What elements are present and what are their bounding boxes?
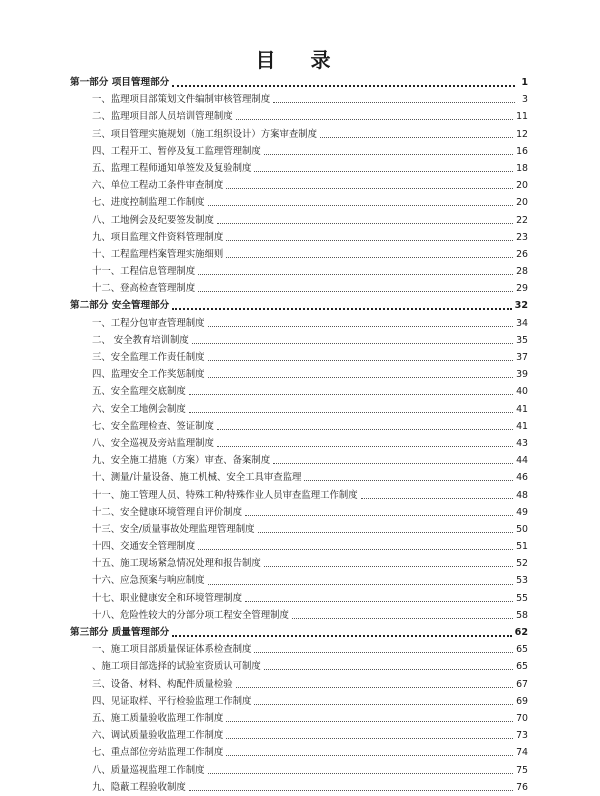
toc-entry[interactable] xyxy=(70,332,528,349)
toc-entry-label: 五、施工质量验收监理工作制度 xyxy=(92,712,224,724)
toc-entry-label: 三、安全监理工作责任制度 xyxy=(92,352,205,363)
leader-dots xyxy=(192,343,513,344)
toc-entry[interactable] xyxy=(70,744,528,761)
toc-entry-page-number: 51 xyxy=(516,541,528,553)
toc-entry-page-number: 69 xyxy=(516,695,528,707)
toc-entry[interactable] xyxy=(70,108,528,125)
leader-dots xyxy=(258,532,514,533)
toc-entry[interactable] xyxy=(70,315,528,332)
toc-entry-label: 十、工程监理档案管理实施细则 xyxy=(92,248,224,260)
toc-entry-page-number: 22 xyxy=(516,214,528,226)
leader-dots xyxy=(254,652,513,653)
toc-entry[interactable] xyxy=(70,727,528,744)
toc-entry-page-number: 41 xyxy=(516,420,528,432)
toc-entry[interactable] xyxy=(70,349,528,366)
toc-entry-label: 四、工程开工、暂停及复工监理管理制度 xyxy=(92,145,261,157)
leader-dots xyxy=(189,790,513,791)
leader-dots xyxy=(254,171,513,172)
toc-entry[interactable] xyxy=(70,693,528,710)
toc-entry[interactable] xyxy=(70,487,528,504)
toc-entry-label: 二、 安全教育培训制度 xyxy=(92,334,189,346)
leader-dots xyxy=(208,326,514,327)
toc-entry-page-number: 76 xyxy=(516,781,528,793)
toc-entry-label: 五、安全监理交底制度 xyxy=(92,386,186,398)
toc-entry-label: 、施工项目部选择的试验室资质认可制度 xyxy=(92,661,261,673)
toc-entry-page-number: 41 xyxy=(516,403,528,415)
toc-entry[interactable] xyxy=(70,521,528,538)
leader-dots xyxy=(273,102,515,103)
toc-entry[interactable] xyxy=(70,194,528,211)
toc-entry-page-number: 28 xyxy=(516,266,528,278)
page-title: 目 录 xyxy=(255,48,345,72)
toc-entry[interactable] xyxy=(70,160,528,177)
toc-entry-page-number: 16 xyxy=(516,145,528,157)
leader-dots xyxy=(189,394,513,395)
toc-entry-label: 六、调试质量验收监理工作制度 xyxy=(92,730,224,742)
toc-entry[interactable] xyxy=(70,263,528,280)
toc-entry[interactable] xyxy=(70,658,528,675)
toc-entry-label: 十三、安全/质量事故处理监理管理制度 xyxy=(92,523,255,535)
leader-dots xyxy=(254,704,513,705)
toc-entry-page-number: 55 xyxy=(516,592,528,604)
toc-entry-label: 十四、交通安全管理制度 xyxy=(92,541,196,553)
toc-entry[interactable] xyxy=(70,435,528,452)
toc-entry-page-number: 35 xyxy=(516,334,528,346)
toc-entry-page-number: 58 xyxy=(516,609,528,621)
leader-dots xyxy=(189,412,513,413)
toc-entry-label: 一、监理项目部策划文件编制审核管理制度 xyxy=(92,94,271,106)
toc-entry-page-number: 53 xyxy=(516,575,528,587)
toc-entry-label: 七、安全监理检查、签证制度 xyxy=(92,420,214,432)
toc-entry-label: 十六、应急预案与响应制度 xyxy=(92,575,205,587)
toc-entry[interactable] xyxy=(70,452,528,469)
toc-entry-label: 八、工地例会及纪要签发制度 xyxy=(92,214,214,226)
toc-entry-label: 九、隐蔽工程验收制度 xyxy=(92,781,186,793)
toc-part-heading-page-number: 32 xyxy=(514,300,528,312)
leader-dots xyxy=(226,738,513,739)
toc-entry-page-number: 3 xyxy=(522,94,528,106)
toc-entry-label: 三、设备、材料、构配件质量检验 xyxy=(92,678,233,690)
toc-entry-label: 一、施工项目部质量保证体系检查制度 xyxy=(92,644,252,656)
leader-dots xyxy=(226,257,513,258)
toc-entry-label: 十五、施工现场紧急情况处理和报告制度 xyxy=(92,558,261,570)
leader-dots xyxy=(226,721,513,722)
toc-entry[interactable] xyxy=(70,401,528,418)
toc-entry-page-number: 52 xyxy=(516,558,528,570)
toc-entry[interactable] xyxy=(70,504,528,521)
leader-dots xyxy=(226,240,513,241)
leader-dots xyxy=(198,291,513,292)
toc-entry-page-number: 12 xyxy=(516,128,528,140)
toc-entry-page-number: 50 xyxy=(516,523,528,535)
toc-entry-label: 四、见证取样、平行检验监理工作制度 xyxy=(92,695,252,707)
leader-dots xyxy=(361,498,513,499)
leader-dots xyxy=(236,119,513,120)
toc-entry-page-number: 18 xyxy=(516,162,528,174)
toc-entry-page-number: 67 xyxy=(516,678,528,690)
toc-entry[interactable] xyxy=(70,229,528,246)
toc-entry[interactable] xyxy=(70,710,528,727)
toc-entry-page-number: 46 xyxy=(516,472,528,484)
toc-entry-label: 六、单位工程动工条件审查制度 xyxy=(92,180,224,192)
toc-entry-page-number: 65 xyxy=(516,661,528,673)
toc-entry-label: 五、监理工程师通知单签发及复验制度 xyxy=(92,162,252,174)
toc-entry-label: 七、重点部位旁站监理工作制度 xyxy=(92,747,224,759)
toc-entry-page-number: 44 xyxy=(516,455,528,467)
toc-entry[interactable] xyxy=(70,383,528,400)
leader-dots xyxy=(198,549,513,550)
toc-entry[interactable] xyxy=(70,538,528,555)
leader-dots xyxy=(304,480,513,481)
toc-part-heading-label: 第一部分 项目管理部分 xyxy=(70,77,170,88)
toc-entry-page-number: 65 xyxy=(516,644,528,656)
toc-part-heading[interactable] xyxy=(70,297,528,314)
toc-part-heading-label: 第二部分 安全管理部分 xyxy=(70,300,170,312)
toc-entry-page-number: 23 xyxy=(516,231,528,243)
leader-dots xyxy=(226,755,513,756)
toc-entry-page-number: 48 xyxy=(516,489,528,501)
toc-entry[interactable] xyxy=(70,91,528,108)
leader-dots xyxy=(208,360,514,361)
toc-entry[interactable] xyxy=(70,126,528,143)
toc-part-heading-page-number: 62 xyxy=(514,627,528,638)
toc-entry-page-number: 26 xyxy=(516,248,528,260)
toc-entry-label: 十、测量/计量设备、施工机械、安全工具审查监理 xyxy=(92,472,302,484)
toc-entry-label: 十七、职业健康安全和环境管理制度 xyxy=(92,592,243,604)
toc-entry-label: 九、项目监理文件资料管理制度 xyxy=(92,231,224,243)
toc-entry[interactable] xyxy=(70,143,528,160)
leader-dots xyxy=(264,669,513,670)
toc-entry-page-number: 70 xyxy=(516,712,528,724)
toc-part-heading[interactable] xyxy=(70,74,528,91)
leader-dots xyxy=(217,446,513,447)
toc-entry[interactable] xyxy=(70,246,528,263)
leader-dots xyxy=(320,137,513,138)
leader-dots xyxy=(236,687,513,688)
toc-entry-page-number: 43 xyxy=(516,437,528,449)
toc-part-heading[interactable] xyxy=(70,624,528,641)
toc-entry[interactable] xyxy=(70,607,528,624)
toc-entry-label: 一、工程分包审查管理制度 xyxy=(92,317,205,329)
toc-entry-page-number: 49 xyxy=(516,506,528,518)
leader-dots xyxy=(264,566,513,567)
leader-dots xyxy=(208,773,514,774)
leader-dots xyxy=(245,601,513,602)
toc-entry[interactable] xyxy=(70,469,528,486)
toc-part-heading-label: 第三部分 质量管理部分 xyxy=(70,627,170,638)
toc-entry[interactable] xyxy=(70,555,528,572)
toc-entry[interactable] xyxy=(70,590,528,607)
toc-entry[interactable] xyxy=(70,418,528,435)
leader-dots xyxy=(217,429,513,430)
toc-entry-page-number: 39 xyxy=(516,369,528,381)
toc-entry-page-number: 20 xyxy=(516,197,528,209)
toc-entry[interactable] xyxy=(70,280,528,297)
leader-dots xyxy=(172,308,511,310)
toc-entry[interactable] xyxy=(70,212,528,229)
toc-entry[interactable] xyxy=(70,779,528,796)
toc-part-heading-page-number: 1 xyxy=(521,77,528,88)
toc-entry-label: 七、进度控制监理工作制度 xyxy=(92,197,205,209)
leader-dots xyxy=(172,635,511,637)
leader-dots xyxy=(172,85,515,87)
toc-entry-page-number: 20 xyxy=(516,180,528,192)
toc-entry-page-number: 29 xyxy=(516,283,528,295)
toc-entry-page-number: 11 xyxy=(516,111,528,123)
toc-entry-label: 八、质量巡视监理工作制度 xyxy=(92,764,205,776)
toc-entry-page-number: 75 xyxy=(516,764,528,776)
toc-entry-label: 四、监理安全工作奖惩制度 xyxy=(92,369,205,381)
toc-entry[interactable] xyxy=(70,676,528,693)
toc-entry[interactable] xyxy=(70,177,528,194)
leader-dots xyxy=(292,618,513,619)
leader-dots xyxy=(245,515,513,516)
leader-dots xyxy=(208,584,514,585)
leader-dots xyxy=(198,274,513,275)
toc-entry-page-number: 74 xyxy=(516,747,528,759)
toc-entry-label: 十一、施工管理人员、特殊工种/特殊作业人员审查监理工作制度 xyxy=(92,489,358,501)
toc-entry-label: 十八、危险性较大的分部分项工程安全管理制度 xyxy=(92,609,289,621)
leader-dots xyxy=(226,188,513,189)
toc-entry-label: 六、安全工地例会制度 xyxy=(92,403,186,415)
toc-entry[interactable] xyxy=(70,641,528,658)
toc-entry[interactable] xyxy=(70,572,528,589)
toc-entry[interactable] xyxy=(70,762,528,779)
table-of-contents xyxy=(70,74,528,796)
toc-entry-label: 十一、工程信息管理制度 xyxy=(92,266,196,278)
leader-dots xyxy=(273,463,513,464)
toc-entry-label: 十二、安全健康环境管理自评价制度 xyxy=(92,506,243,518)
toc-entry-page-number: 34 xyxy=(516,317,528,329)
toc-entry-label: 八、安全巡视及旁站监理制度 xyxy=(92,437,214,449)
toc-entry-label: 九、安全施工措施（方案）审查、备案制度 xyxy=(92,455,271,467)
leader-dots xyxy=(264,154,513,155)
leader-dots xyxy=(208,377,514,378)
toc-entry-label: 三、项目管理实施规划（施工组织设计）方案审查制度 xyxy=(92,128,318,140)
toc-entry-page-number: 73 xyxy=(516,730,528,742)
toc-entry-page-number: 37 xyxy=(516,352,528,363)
leader-dots xyxy=(217,223,513,224)
toc-entry[interactable] xyxy=(70,366,528,383)
toc-entry-page-number: 40 xyxy=(516,386,528,398)
leader-dots xyxy=(208,205,514,206)
toc-entry-label: 十二、登高检查管理制度 xyxy=(92,283,196,295)
toc-entry-label: 二、监理项目部人员培训管理制度 xyxy=(92,111,233,123)
